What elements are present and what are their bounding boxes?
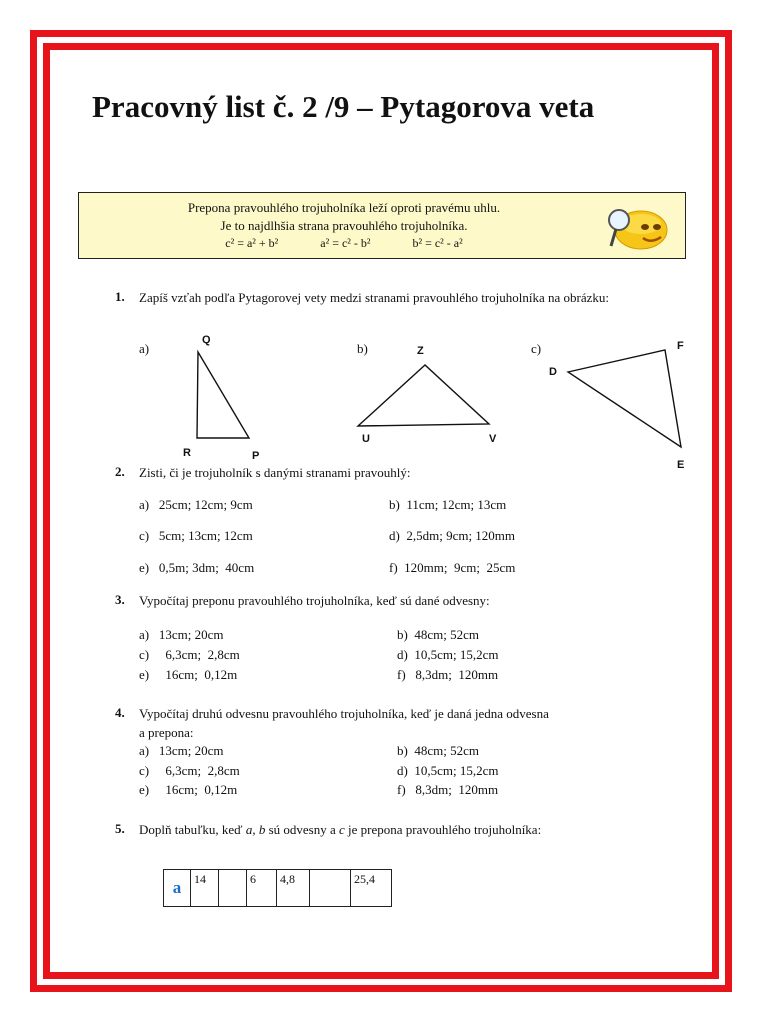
vertex-d: D <box>549 366 557 378</box>
q4-option-a: a) 13cm; 20cm <box>139 743 224 758</box>
info-line-2: Je to najdlhšia strana pravouhlého trojuholníka. <box>220 218 468 233</box>
q4-option-f: f) 8,3dm; 120mm <box>397 782 499 797</box>
q3-number: 3. <box>115 592 125 607</box>
q2-option-a: a) 25cm; 12cm; 9cm <box>139 497 253 512</box>
q2-option-f: f) 120mm; 9cm; 25cm <box>389 560 516 575</box>
q2-number: 2. <box>115 464 125 479</box>
q3-text: Vypočítaj preponu pravouhlého trojuholníka, keď sú dané odvesny: <box>139 593 490 608</box>
q1-a-label: a) <box>139 341 150 356</box>
q4-number: 4. <box>115 705 125 720</box>
page-title: Pracovný list č. 2 /9 – Pytagorova veta <box>92 89 595 124</box>
q3-option-c: c) 6,3cm; 2,8cm <box>139 647 240 662</box>
table-cell[interactable]: 6 <box>247 870 277 907</box>
q1-c-label: c) <box>531 341 542 356</box>
table-cell[interactable]: 25,4 <box>351 870 392 907</box>
vertex-u: U <box>362 433 370 445</box>
table-row <box>164 870 392 907</box>
vertex-z: Z <box>417 345 424 357</box>
q5-number: 5. <box>115 821 125 836</box>
q1-b-label: b) <box>357 341 368 356</box>
q2-text: Zisti, či je trojuholník s danými stranami pravouhlý: <box>139 465 411 480</box>
q2-option-d: d) 2,5dm; 9cm; 120mm <box>389 528 516 543</box>
q3-option-a: a) 13cm; 20cm <box>139 627 224 642</box>
info-line-1: Prepona pravouhlého trojuholníka leží oproti pravému uhlu. <box>187 200 501 215</box>
vertex-e: E <box>677 459 685 471</box>
q4-option-e: e) 16cm; 0,12m <box>139 782 238 797</box>
triangle-a <box>197 352 249 438</box>
q2-option-c: c) 5cm; 13cm; 12cm <box>139 528 253 543</box>
q1-text: Zapíš vzťah podľa Pytagorovej vety medzi stranami pravouhlého trojuholníka na obrázku: <box>139 290 610 305</box>
q3-option-d: d) 10,5cm; 15,2cm <box>397 647 499 662</box>
vertex-v: V <box>489 433 497 445</box>
q4-option-b: b) 48cm; 52cm <box>397 743 479 758</box>
q3-option-b: b) 48cm; 52cm <box>397 627 479 642</box>
q2-option-b: b) 11cm; 12cm; 13cm <box>389 497 507 512</box>
q4-text-1: Vypočítaj druhú odvesnu pravouhlého trojuholníka, keď je daná jedna odvesna <box>139 706 549 721</box>
formula-b: b² = c² - a² <box>412 236 463 250</box>
triangle-c <box>568 350 681 447</box>
q5-text: Doplň tabuľku, keď a, b sú odvesny a c je prepona pravouhlého trojuholníka: <box>139 822 542 837</box>
table-cell[interactable]: 4,8 <box>277 870 310 907</box>
q4-text-2: a prepona: <box>139 725 194 740</box>
triangle-b <box>358 365 489 426</box>
vertex-r: R <box>183 447 191 459</box>
table-cell[interactable] <box>219 870 247 907</box>
vertex-f: F <box>677 340 684 352</box>
table-cell[interactable] <box>310 870 351 907</box>
q3-option-f: f) 8,3dm; 120mm <box>397 667 499 682</box>
table-header-a: a <box>164 870 191 907</box>
formula-c: c² = a² + b² <box>225 236 279 250</box>
q2-option-e: e) 0,5m; 3dm; 40cm <box>139 560 255 575</box>
q3-option-e: e) 16cm; 0,12m <box>139 667 238 682</box>
table-cell[interactable]: 14 <box>191 870 219 907</box>
q4-option-d: d) 10,5cm; 15,2cm <box>397 763 499 778</box>
vertex-q: Q <box>202 334 211 346</box>
fill-in-table <box>163 869 392 907</box>
q4-option-c: c) 6,3cm; 2,8cm <box>139 763 240 778</box>
vertex-p: P <box>252 450 260 462</box>
q1-number: 1. <box>115 289 125 304</box>
formula-a: a² = c² - b² <box>320 236 371 250</box>
